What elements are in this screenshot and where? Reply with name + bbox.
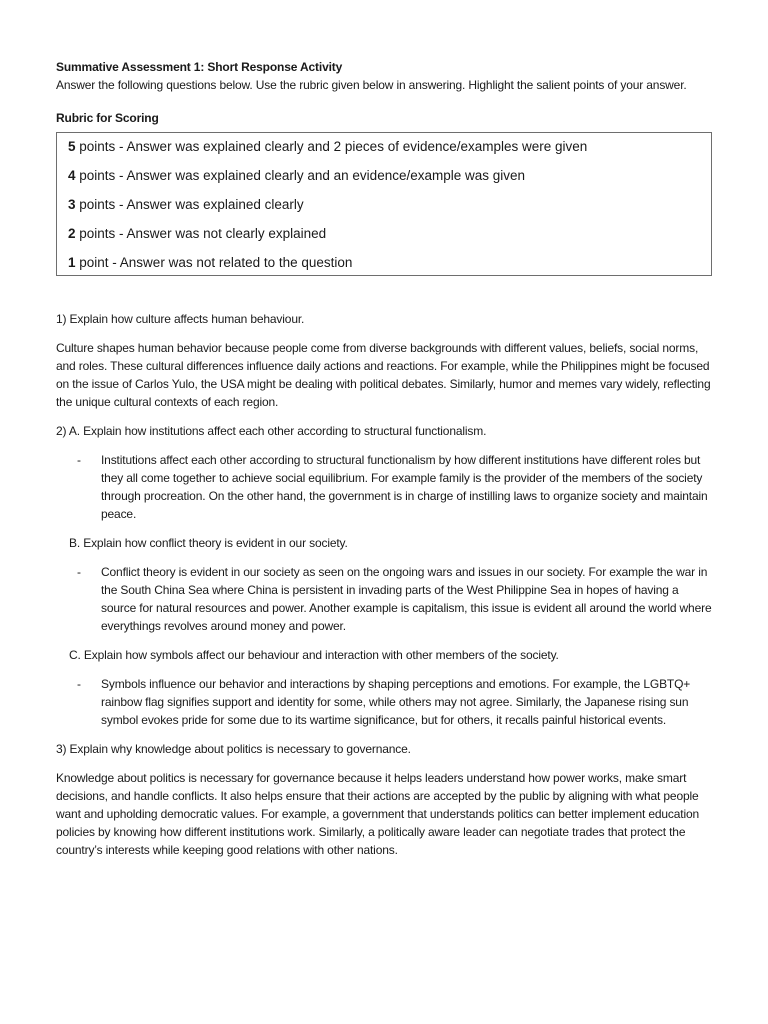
rubric-points-unit: points xyxy=(75,226,116,241)
rubric-description: - Answer was not clearly explained xyxy=(115,226,327,241)
bullet-dash: - xyxy=(77,677,81,691)
rubric-points-value: 2 xyxy=(68,226,76,241)
question-1: 1) Explain how culture affects human behaviour. xyxy=(56,312,305,326)
rubric-description: - Answer was explained clearly xyxy=(115,197,304,212)
answer-2a-text: Institutions affect each other according to structural functionalism by how different institutions have different roles but they all come together to achieve social equilibrium. For example family is the provider of the members of the society through procreation. On the other hand, the government is in charge of instilling laws to organize society and maintain peace. xyxy=(101,453,708,521)
answer-2b xyxy=(77,563,712,635)
bullet-dash: - xyxy=(77,453,81,467)
answer-3: Knowledge about politics is necessary for governance because it helps leaders understand how power works, make smart decisions, and handle conflicts. It also helps ensure that their actions are accepted by the public by aligning with what people want and upholding democratic values. For example, a government that understands politics can better implement education policies by knowing how different institutions work. Similarly, a politically aware leader can negotiate trades that protect the country’s interests while keeping good relations with other nations. xyxy=(56,771,700,857)
rubric-points-value: 5 xyxy=(68,139,76,154)
answer-1: Culture shapes human behavior because people come from diverse backgrounds with different values, beliefs, social norms, and roles. These cultural differences influence daily actions and reactions. For example, while the Philippines might be focused on the issue of Carlos Yulo, the USA might be dealing with political debates. Similarly, humor and memes vary widely, reflecting the unique cultural contexts of each region. xyxy=(56,341,711,409)
answer-2c-text: Symbols influence our behavior and interactions by shaping perceptions and emotions. For example, the LGBTQ+ rainbow flag signifies support and identity for some, while others may not agree. Similarly, the Japanese rising sun symbol evokes pride for some due to its wartime significance, but for others, it recalls painful historical events. xyxy=(101,677,691,727)
rubric-points-value: 4 xyxy=(68,168,76,183)
question-2b: B. Explain how conflict theory is evident in our society. xyxy=(69,536,348,550)
rubric-points-unit: points xyxy=(75,168,116,183)
document-title: Summative Assessment 1: Short Response Activity xyxy=(56,60,343,74)
rubric-points-unit: point xyxy=(75,255,109,270)
answer-2b-text: Conflict theory is evident in our society as seen on the ongoing wars and issues in our society. For example the war in the South China Sea where China is persistent in invading parts of the West Philippine Sea in hopes of having a source for natural resources and power. Another example is capitalism, this issue is evident all around the world where everythings revolves around money and power. xyxy=(101,565,712,633)
question-3: 3) Explain why knowledge about politics is necessary to governance. xyxy=(56,742,411,756)
rubric-points-value: 3 xyxy=(68,197,76,212)
question-2a: 2) A. Explain how institutions affect each other according to structural functionalism. xyxy=(56,424,487,438)
rubric-row-5 xyxy=(68,138,711,167)
answer-2a xyxy=(77,451,712,523)
rubric-table xyxy=(56,132,712,276)
answer-2c xyxy=(77,675,712,729)
rubric-description: - Answer was explained clearly and an evidence/example was given xyxy=(115,168,526,183)
rubric-points-unit: points xyxy=(75,139,116,154)
rubric-row-2 xyxy=(68,225,711,254)
rubric-description: - Answer was explained clearly and 2 pieces of evidence/examples were given xyxy=(115,139,588,154)
bullet-dash: - xyxy=(77,565,81,579)
instructions-text: Answer the following questions below. Use the rubric given below in answering. Highlight the salient points of your answer. xyxy=(56,78,687,92)
rubric-row-3 xyxy=(68,196,711,225)
rubric-points-unit: points xyxy=(75,197,116,212)
rubric-heading: Rubric for Scoring xyxy=(56,111,159,125)
rubric-description: - Answer was not related to the question xyxy=(108,255,353,270)
question-2c: C. Explain how symbols affect our behaviour and interaction with other members of the society. xyxy=(69,648,559,662)
rubric-row-1 xyxy=(68,254,711,283)
rubric-row-4 xyxy=(68,167,711,196)
rubric-points-value: 1 xyxy=(68,255,76,270)
